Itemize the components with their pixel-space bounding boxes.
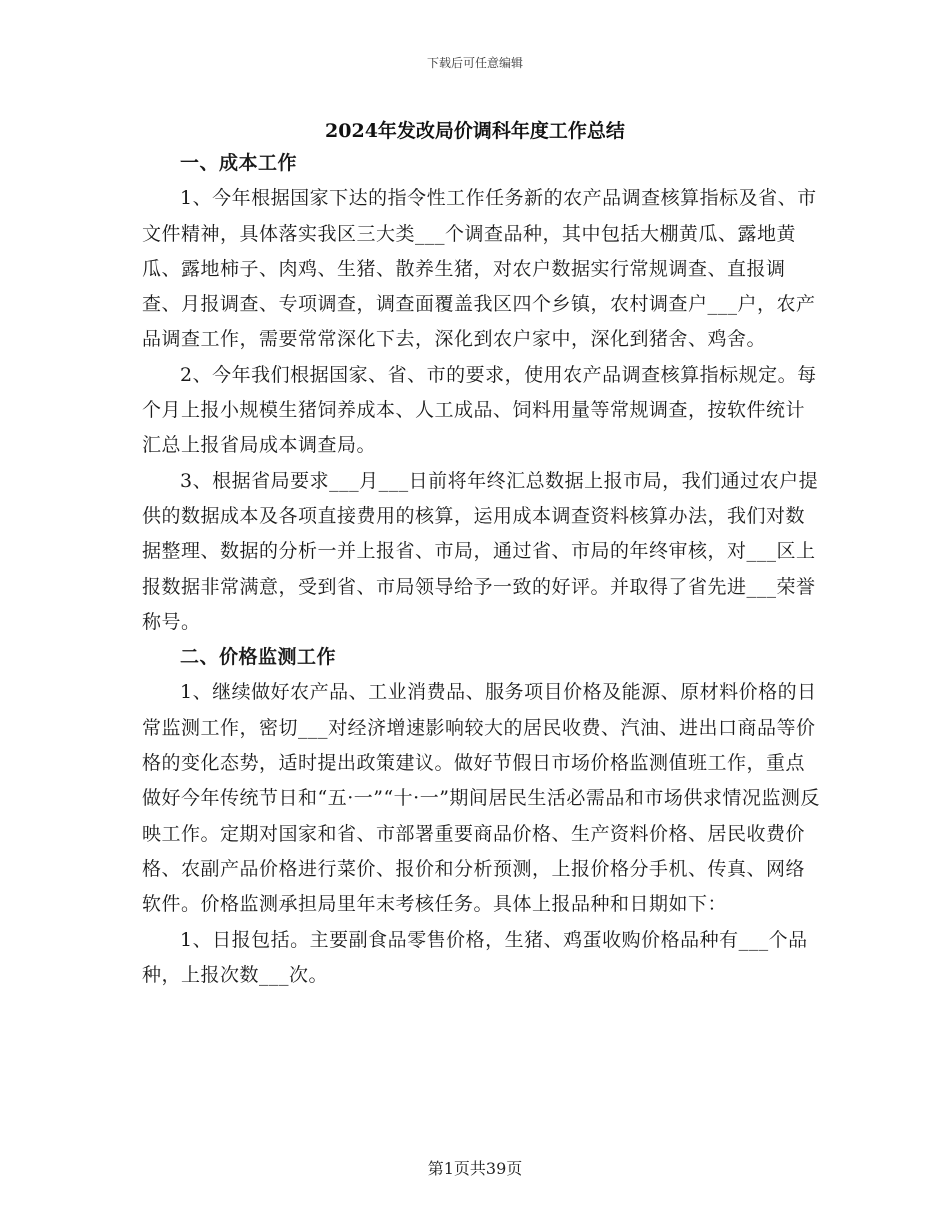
page-number: 第1页共39页 — [427, 1159, 523, 1178]
paragraph-cost-2: 2、今年我们根据国家、省、市的要求，使用农产品调查核算指标规定。每个月上报小规模生猪饲养成本、人工成品、饲料用量等常规调查，按软件统计汇总上报省局成本调查局。 — [142, 363, 817, 457]
document-body — [142, 146, 822, 993]
paragraph-price-daily: 1、日报包括。主要副食品零售价格，生猪、鸡蛋收购价格品种有___个品种，上报次数___次。 — [142, 928, 808, 986]
paragraph-cost-1: 1、今年根据国家下达的指令性工作任务新的农产品调查核算指标及省、市文件精神，具体落实我区三大类___个调查品种，其中包括大棚黄瓜、露地黄瓜、露地柿子、肉鸡、生猪、散养生猪，对农户数据实行常规调查、直报调查、月报调查、专项调查，调查面覆盖我区四个乡镇，农村调查户___户，农产品调查工作，需要常常深化下去，深化到农户家中，深化到猪舍、鸡舍。 — [142, 187, 817, 351]
paragraph-price-1: 1、继续做好农产品、工业消费品、服务项目价格及能源、原材料价格的日常监测工作，密切___对经济增速影响较大的居民收费、汽油、进出口商品等价格的变化态势，适时提出政策建议。做好节假日市场价格监测值班工作，重点做好今年传统节日和“五·一”“十·一”期间居民生活必需品和市场供求情况监测反映工作。定期对国家和省、市部署重要商品价格、生产资料价格、居民收费价格、农副产品价格进行菜价、报价和分析预测，上报价格分手机、传真、网络软件。价格监测承担局里年末考核任务。具体上报品种和日期如下： — [142, 681, 820, 916]
document-title: 2024年发改局价调科年度工作总结 — [325, 120, 625, 142]
section-heading-cost: 一、成本工作 — [180, 152, 298, 174]
section-heading-price-monitoring: 二、价格监测工作 — [180, 646, 337, 669]
paragraph-cost-3: 3、根据省局要求___月___日前将年终汇总数据上报市局，我们通过农户提供的数据成本及各项直接费用的核算，运用成本调查资料核算办法，我们对数据整理、数据的分析一并上报省、市局，通过省、市局的年终审核，对___区上报数据非常满意，受到省、市局领导给予一致的好评。并取得了省先进___荣誉称号。 — [142, 469, 819, 633]
header-note: 下载后可任意编辑 — [426, 56, 523, 70]
